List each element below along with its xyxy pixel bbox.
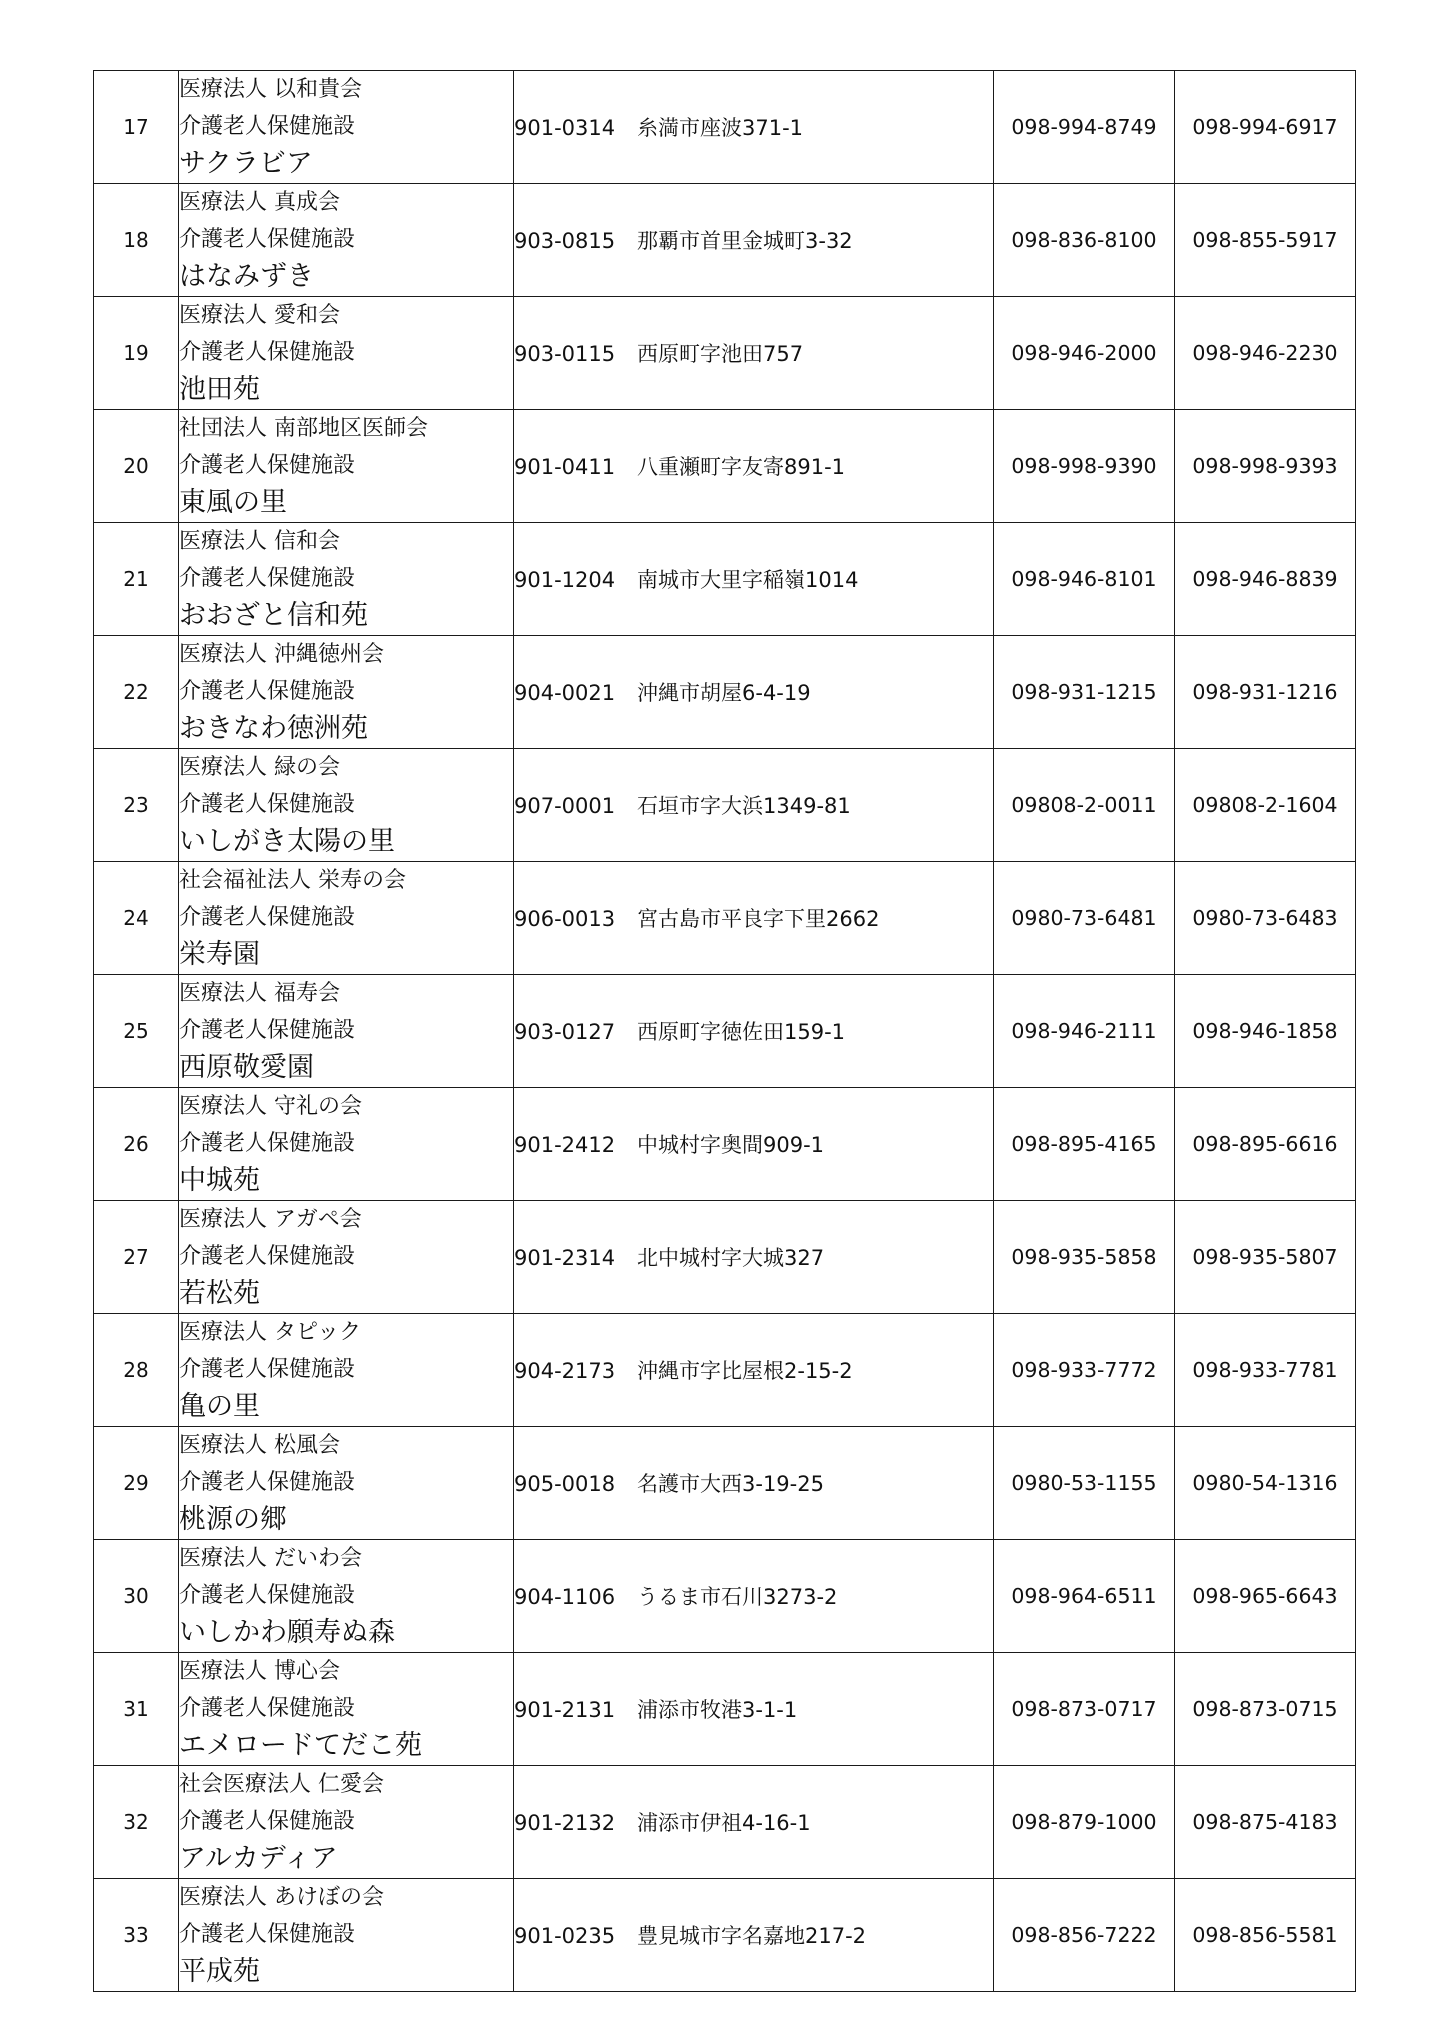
phone-number: 0980-53-1155 <box>1011 1471 1157 1495</box>
facility-name: おきなわ徳洲苑 <box>179 713 368 744</box>
row-number-cell <box>94 1427 179 1540</box>
address: 浦添市伊祖4-16-1 <box>637 1811 811 1835</box>
phone-cell <box>994 1314 1175 1427</box>
row-number: 22 <box>123 680 149 704</box>
facility-name: エメロードてだこ苑 <box>179 1730 422 1761</box>
facility-name: 亀の里 <box>179 1391 260 1422</box>
row-number: 33 <box>123 1923 149 1947</box>
address: 浦添市牧港3-1-1 <box>637 1698 798 1722</box>
fax-cell <box>1175 1427 1356 1540</box>
phone-number: 098-836-8100 <box>1011 228 1157 252</box>
fax-cell <box>1175 523 1356 636</box>
row-number: 27 <box>123 1245 149 1269</box>
facility-type: 介護老人保健施設 <box>179 1470 356 1495</box>
phone-cell <box>994 975 1175 1088</box>
row-number-cell <box>94 636 179 749</box>
facility-type: 介護老人保健施設 <box>179 1696 356 1721</box>
address: 沖縄市字比屋根2-15-2 <box>637 1359 853 1383</box>
postal-code: 903-0815 <box>514 229 616 253</box>
postal-code: 901-2412 <box>514 1133 616 1157</box>
corporation-name: 社団法人 南部地区医師会 <box>179 416 428 441</box>
fax-number: 098-994-6917 <box>1192 115 1338 139</box>
phone-cell <box>994 1879 1175 1992</box>
table-row <box>94 862 1356 975</box>
phone-cell <box>994 1088 1175 1201</box>
address: 豊見城市字名嘉地217-2 <box>637 1924 867 1948</box>
phone-cell <box>994 1201 1175 1314</box>
fax-cell <box>1175 1540 1356 1653</box>
row-number-cell <box>94 297 179 410</box>
phone-cell <box>994 862 1175 975</box>
address: 名護市大西3-19-25 <box>637 1472 824 1496</box>
facility-table <box>93 70 1356 1992</box>
facility-cell <box>179 862 514 975</box>
address: 那覇市首里金城町3-32 <box>637 229 853 253</box>
address-cell <box>514 297 994 410</box>
facility-type: 介護老人保健施設 <box>179 227 356 252</box>
row-number: 29 <box>123 1471 149 1495</box>
corporation-name: 医療法人 愛和会 <box>179 303 340 328</box>
address-cell <box>514 523 994 636</box>
row-number-cell <box>94 1879 179 1992</box>
phone-number: 0980-73-6481 <box>1011 906 1157 930</box>
table-row <box>94 1879 1356 1992</box>
facility-name: 中城苑 <box>179 1165 260 1196</box>
phone-cell <box>994 1766 1175 1879</box>
facility-name: 東風の里 <box>179 487 287 518</box>
phone-cell <box>994 71 1175 184</box>
fax-number: 098-965-6643 <box>1192 1584 1338 1608</box>
facility-cell <box>179 636 514 749</box>
fax-cell <box>1175 71 1356 184</box>
phone-number: 098-931-1215 <box>1011 680 1157 704</box>
facility-cell <box>179 410 514 523</box>
fax-cell <box>1175 1879 1356 1992</box>
fax-cell <box>1175 410 1356 523</box>
postal-code: 901-2132 <box>514 1811 616 1835</box>
row-number: 32 <box>123 1810 149 1834</box>
phone-cell <box>994 1653 1175 1766</box>
row-number: 18 <box>123 228 149 252</box>
facility-type: 介護老人保健施設 <box>179 1018 356 1043</box>
corporation-name: 医療法人 松風会 <box>179 1433 340 1458</box>
table-row <box>94 1766 1356 1879</box>
fax-cell <box>1175 1201 1356 1314</box>
address: うるま市石川3273-2 <box>637 1585 838 1609</box>
fax-number: 0980-73-6483 <box>1192 906 1338 930</box>
fax-cell <box>1175 1314 1356 1427</box>
facility-type: 介護老人保健施設 <box>179 1357 356 1382</box>
row-number: 31 <box>123 1697 149 1721</box>
address: 宮古島市平良字下里2662 <box>637 907 880 931</box>
facility-cell <box>179 1879 514 1992</box>
facility-type: 介護老人保健施設 <box>179 453 356 478</box>
corporation-name: 医療法人 以和貴会 <box>179 77 362 102</box>
fax-cell <box>1175 1653 1356 1766</box>
postal-code: 904-0021 <box>514 681 616 705</box>
facility-name: 平成苑 <box>179 1956 260 1987</box>
address-cell <box>514 1427 994 1540</box>
phone-number: 09808-2-0011 <box>1011 793 1157 817</box>
postal-code: 901-1204 <box>514 568 616 592</box>
fax-cell <box>1175 184 1356 297</box>
table-row <box>94 1088 1356 1201</box>
address-cell <box>514 1088 994 1201</box>
fax-cell <box>1175 862 1356 975</box>
address-cell <box>514 1766 994 1879</box>
phone-number: 098-946-8101 <box>1011 567 1157 591</box>
corporation-name: 社会福祉法人 栄寿の会 <box>179 868 406 893</box>
row-number: 23 <box>123 793 149 817</box>
address-cell <box>514 975 994 1088</box>
phone-number: 098-856-7222 <box>1011 1923 1157 1947</box>
table-row <box>94 1540 1356 1653</box>
address-cell <box>514 1201 994 1314</box>
facility-cell <box>179 1653 514 1766</box>
corporation-name: 医療法人 沖縄徳州会 <box>179 642 384 667</box>
facility-type: 介護老人保健施設 <box>179 566 356 591</box>
fax-cell <box>1175 1088 1356 1201</box>
corporation-name: 社会医療法人 仁愛会 <box>179 1772 384 1797</box>
table-row <box>94 523 1356 636</box>
phone-number: 098-946-2000 <box>1011 341 1157 365</box>
table-row <box>94 1427 1356 1540</box>
row-number: 17 <box>123 115 149 139</box>
row-number: 26 <box>123 1132 149 1156</box>
table-row <box>94 297 1356 410</box>
phone-cell <box>994 523 1175 636</box>
table-row <box>94 1314 1356 1427</box>
row-number: 24 <box>123 906 149 930</box>
address: 八重瀬町字友寄891-1 <box>637 455 846 479</box>
address: 西原町字徳佐田159-1 <box>637 1020 846 1044</box>
row-number-cell <box>94 975 179 1088</box>
fax-cell <box>1175 975 1356 1088</box>
postal-code: 903-0115 <box>514 342 616 366</box>
corporation-name: 医療法人 守礼の会 <box>179 1094 362 1119</box>
facility-type: 介護老人保健施設 <box>179 1922 356 1947</box>
facility-cell <box>179 1540 514 1653</box>
phone-cell <box>994 184 1175 297</box>
row-number-cell <box>94 1766 179 1879</box>
fax-cell <box>1175 749 1356 862</box>
row-number-cell <box>94 1653 179 1766</box>
postal-code: 905-0018 <box>514 1472 616 1496</box>
facility-name: 栄寿園 <box>179 939 260 970</box>
facility-type: 介護老人保健施設 <box>179 114 356 139</box>
facility-type: 介護老人保健施設 <box>179 1244 356 1269</box>
table-row <box>94 1201 1356 1314</box>
fax-number: 098-856-5581 <box>1192 1923 1338 1947</box>
facility-type: 介護老人保健施設 <box>179 340 356 365</box>
facility-name: いしがき太陽の里 <box>179 826 395 857</box>
facility-cell <box>179 297 514 410</box>
table-row <box>94 1653 1356 1766</box>
fax-number: 098-875-4183 <box>1192 1810 1338 1834</box>
facility-cell <box>179 1314 514 1427</box>
fax-number: 098-873-0715 <box>1192 1697 1338 1721</box>
row-number-cell <box>94 1201 179 1314</box>
address: 西原町字池田757 <box>637 342 804 366</box>
phone-number: 098-895-4165 <box>1011 1132 1157 1156</box>
facility-cell <box>179 1088 514 1201</box>
phone-cell <box>994 749 1175 862</box>
row-number-cell <box>94 1540 179 1653</box>
address: 石垣市字大浜1349-81 <box>637 794 851 818</box>
facility-table-body <box>94 71 1356 1992</box>
postal-code: 901-0235 <box>514 1924 616 1948</box>
address: 沖縄市胡屋6-4-19 <box>637 681 811 705</box>
corporation-name: 医療法人 福寿会 <box>179 981 340 1006</box>
row-number: 30 <box>123 1584 149 1608</box>
fax-number: 098-946-1858 <box>1192 1019 1338 1043</box>
fax-number: 0980-54-1316 <box>1192 1471 1338 1495</box>
corporation-name: 医療法人 博心会 <box>179 1659 340 1684</box>
fax-number: 098-931-1216 <box>1192 680 1338 704</box>
fax-number: 098-946-8839 <box>1192 567 1338 591</box>
postal-code: 901-0411 <box>514 455 616 479</box>
table-row <box>94 975 1356 1088</box>
fax-number: 09808-2-1604 <box>1192 793 1338 817</box>
row-number: 19 <box>123 341 149 365</box>
facility-cell <box>179 1766 514 1879</box>
phone-number: 098-873-0717 <box>1011 1697 1157 1721</box>
address-cell <box>514 1879 994 1992</box>
address: 北中城村字大城327 <box>637 1246 825 1270</box>
facility-name: 若松苑 <box>179 1278 260 1309</box>
table-row <box>94 749 1356 862</box>
address: 中城村字奥間909-1 <box>637 1133 825 1157</box>
address-cell <box>514 410 994 523</box>
facility-cell <box>179 71 514 184</box>
phone-number: 098-879-1000 <box>1011 1810 1157 1834</box>
address-cell <box>514 1314 994 1427</box>
facility-name: 桃源の郷 <box>179 1504 287 1535</box>
postal-code: 906-0013 <box>514 907 616 931</box>
facility-type: 介護老人保健施設 <box>179 1131 356 1156</box>
facility-name: 池田苑 <box>179 374 260 405</box>
postal-code: 904-1106 <box>514 1585 616 1609</box>
address-cell <box>514 184 994 297</box>
row-number: 28 <box>123 1358 149 1382</box>
address: 南城市大里字稲嶺1014 <box>637 568 859 592</box>
corporation-name: 医療法人 信和会 <box>179 529 340 554</box>
row-number: 25 <box>123 1019 149 1043</box>
facility-cell <box>179 1427 514 1540</box>
facility-name: いしかわ願寿ぬ森 <box>179 1617 395 1648</box>
row-number-cell <box>94 749 179 862</box>
corporation-name: 医療法人 あけぼの会 <box>179 1885 384 1910</box>
table-row <box>94 71 1356 184</box>
address-cell <box>514 862 994 975</box>
row-number: 21 <box>123 567 149 591</box>
facility-cell <box>179 184 514 297</box>
facility-name: サクラビア <box>179 148 313 179</box>
row-number: 20 <box>123 454 149 478</box>
address-cell <box>514 749 994 862</box>
facility-name: 西原敬愛園 <box>179 1052 314 1083</box>
postal-code: 904-2173 <box>514 1359 616 1383</box>
corporation-name: 医療法人 アガペ会 <box>179 1207 362 1232</box>
postal-code: 907-0001 <box>514 794 616 818</box>
facility-cell <box>179 523 514 636</box>
table-row <box>94 410 1356 523</box>
row-number-cell <box>94 1314 179 1427</box>
row-number-cell <box>94 1088 179 1201</box>
fax-number: 098-935-5807 <box>1192 1245 1338 1269</box>
facility-cell <box>179 975 514 1088</box>
facility-type: 介護老人保健施設 <box>179 905 356 930</box>
table-row <box>94 184 1356 297</box>
corporation-name: 医療法人 だいわ会 <box>179 1546 362 1571</box>
phone-cell <box>994 1427 1175 1540</box>
postal-code: 901-0314 <box>514 116 616 140</box>
row-number-cell <box>94 71 179 184</box>
phone-number: 098-994-8749 <box>1011 115 1157 139</box>
fax-number: 098-855-5917 <box>1192 228 1338 252</box>
phone-number: 098-935-5858 <box>1011 1245 1157 1269</box>
corporation-name: 医療法人 緑の会 <box>179 755 340 780</box>
corporation-name: 医療法人 真成会 <box>179 190 340 215</box>
fax-cell <box>1175 636 1356 749</box>
facility-type: 介護老人保健施設 <box>179 1809 356 1834</box>
fax-number: 098-998-9393 <box>1192 454 1338 478</box>
postal-code: 901-2131 <box>514 1698 616 1722</box>
row-number-cell <box>94 862 179 975</box>
fax-cell <box>1175 1766 1356 1879</box>
phone-number: 098-946-2111 <box>1011 1019 1157 1043</box>
phone-cell <box>994 297 1175 410</box>
row-number-cell <box>94 184 179 297</box>
fax-cell <box>1175 297 1356 410</box>
row-number-cell <box>94 523 179 636</box>
address-cell <box>514 636 994 749</box>
phone-number: 098-933-7772 <box>1011 1358 1157 1382</box>
fax-number: 098-946-2230 <box>1192 341 1338 365</box>
address-cell <box>514 1540 994 1653</box>
postal-code: 901-2314 <box>514 1246 616 1270</box>
table-row <box>94 636 1356 749</box>
facility-name: アルカディア <box>179 1843 338 1874</box>
facility-cell <box>179 1201 514 1314</box>
facility-type: 介護老人保健施設 <box>179 792 356 817</box>
facility-type: 介護老人保健施設 <box>179 1583 356 1608</box>
fax-number: 098-933-7781 <box>1192 1358 1338 1382</box>
facility-type: 介護老人保健施設 <box>179 679 356 704</box>
facility-name: おおざと信和苑 <box>179 600 368 631</box>
corporation-name: 医療法人 タピック <box>179 1320 362 1345</box>
facility-cell <box>179 749 514 862</box>
row-number-cell <box>94 410 179 523</box>
fax-number: 098-895-6616 <box>1192 1132 1338 1156</box>
phone-number: 098-964-6511 <box>1011 1584 1157 1608</box>
address-cell <box>514 71 994 184</box>
facility-name: はなみずき <box>179 261 314 292</box>
address: 糸満市座波371-1 <box>637 116 804 140</box>
phone-number: 098-998-9390 <box>1011 454 1157 478</box>
address-cell <box>514 1653 994 1766</box>
phone-cell <box>994 410 1175 523</box>
phone-cell <box>994 636 1175 749</box>
postal-code: 903-0127 <box>514 1020 616 1044</box>
phone-cell <box>994 1540 1175 1653</box>
